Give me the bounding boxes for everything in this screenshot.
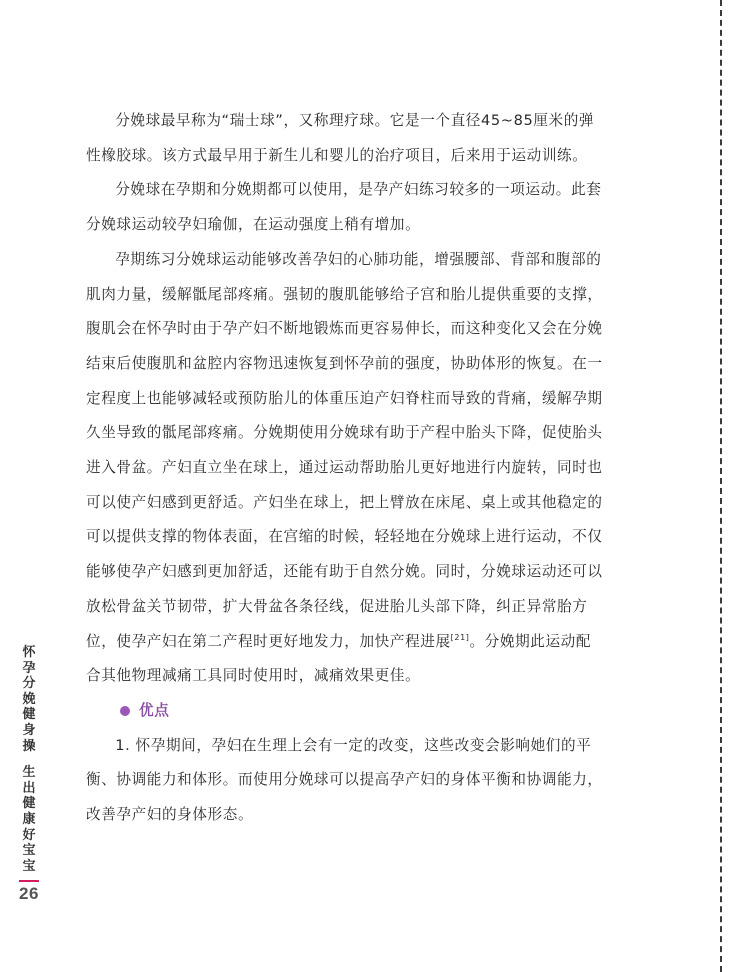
paragraph-3-main: 孕期练习分娩球运动能够改善孕妇的心肺功能，增强腰部、背部和腹部的肌肉力量，缓解骶尾部疼痛。强韧的腹肌能够给子宫和胎儿提供重要的支撑，腹肌会在怀孕时由于孕产妇不断地锻炼而更容易伸长，而这种变化又会在分娩结束后使腹肌和盆腔内容物迅速恢复到怀孕前的强度，协助体形的恢复。在一定程度上也能够减轻或预防胎儿的体重压迫产妇脊柱而导致的背痛，缓解孕期久坐导致的骶尾部疼痛。分娩期使用分娩球有助于产程中胎头下降，促使胎头进入骨盆。产妇直立坐在球上，通过运动帮助胎儿更好地进行内旋转，同时也可以使产妇感到更舒适。产妇坐在球上，把上臂放在床尾、桌上或其他稳定的可以提供支撑的物体表面，在宫缩的时候，轻轻地在分娩球上进行运动，不仅能够使孕产妇感到更加舒适，还能有助于自然分娩。同时，分娩球运动还可以放松骨盆关节韧带，扩大骨盆各条径线，促进胎儿头部下降，纠正异常胎方位，使孕产妇在第二产程时更好地发力，加快产程进展 xyxy=(86,250,603,650)
main-text xyxy=(86,104,606,833)
section-heading xyxy=(86,694,606,729)
page-number: 26 xyxy=(19,884,39,904)
paragraph-3-tail: 。分娩期此运动配合其他物理减痛工具同时使用时，减痛效果更佳。 xyxy=(86,632,592,685)
accent-bar xyxy=(19,880,39,882)
paragraph-2: 分娩球在孕期和分娩期都可以使用，是孕产妇练习较多的一项运动。此套分娩球运动较孕妇瑜伽，在运动强度上稍有增加。 xyxy=(86,181,602,234)
citation-ref: [21] xyxy=(450,632,470,642)
paragraph-3 xyxy=(86,243,606,694)
section-heading-label: 优点 xyxy=(139,701,170,719)
list-item-1: 1. 怀孕期间，孕妇在生理上会有一定的改变，这些改变会影响她们的平衡、协调能力和体形。而使用分娩球可以提高孕产妇的身体平衡和协调能力，改善孕产妇的身体形态。 xyxy=(86,736,603,824)
bullet-dot-icon xyxy=(120,706,130,716)
page-cut-line xyxy=(720,0,722,972)
book-title-part2: 生出健康好宝宝 xyxy=(22,765,36,874)
paragraph-1: 分娩球最早称为“瑞士球”，又称理疗球。它是一个直径45~85厘米的弹性橡胶球。该方式最早用于新生儿和婴儿的治疗项目，后来用于运动训练。 xyxy=(86,112,595,164)
side-running-title xyxy=(18,645,40,902)
book-title-part1: 怀孕分娩健身操 xyxy=(22,645,36,754)
